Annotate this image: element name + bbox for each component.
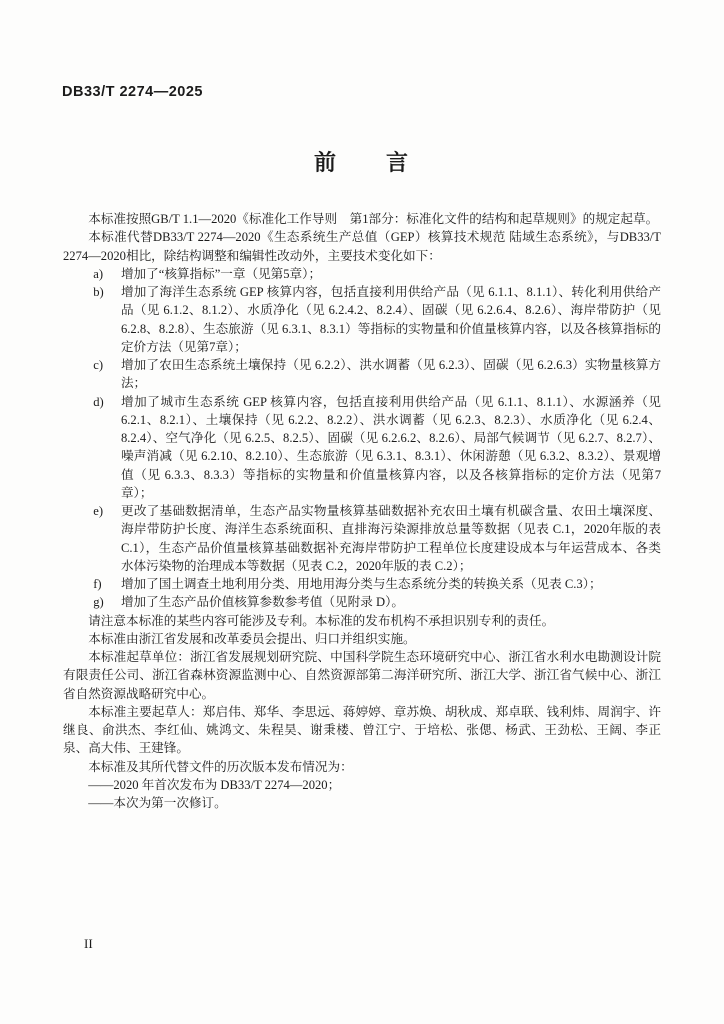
list-item-label: a) — [93, 266, 104, 281]
change-list-item — [63, 283, 661, 356]
change-list-item — [63, 593, 661, 611]
patent-notice-paragraph: 请注意本标准的某些内容可能涉及专利。本标准的发布机构不承担识别专利的责任。 — [88, 613, 555, 628]
list-item-text: 增加了“核算指标”一章（见第5章）； — [120, 266, 322, 281]
list-item-text: 增加了国土调查土地利用分类、用地用海分类与生态系统分类的转换关系（见表 C.3）； — [120, 577, 602, 591]
list-item-text: 增加了农田生态系统土壤保持（见 6.2.2）、洪水调蓄（见 6.2.3）、固碳（见 6.2.6.3）实物量核算方法； — [120, 358, 661, 391]
page-number: II — [84, 936, 93, 951]
list-item-label: g) — [93, 595, 104, 610]
change-list-item — [63, 575, 661, 593]
list-item-text: 增加了生态产品价值核算参数参考值（见附录 D）。 — [120, 595, 404, 610]
list-item-label: e) — [93, 504, 104, 518]
history-item: ——本次为第一次修订。 — [88, 796, 227, 810]
standard-number: DB33/T 2274—2025 — [62, 84, 203, 100]
list-item-label: b) — [93, 285, 104, 299]
issuing-body-paragraph: 本标准由浙江省发展和改革委员会提出、归口并组织实施。 — [88, 631, 416, 646]
history-item: ——2020 年首次发布为 DB33/T 2274—2020； — [88, 777, 341, 792]
intro-paragraph: 本标准代替DB33/T 2274—2020《生态系统生产总值（GEP）核算技术规范 陆域生态系统》，与DB33/T 2274—2020相比，除结构调整和编辑性改动外，主要技术变化如下： — [63, 230, 661, 263]
list-item-label: f) — [93, 577, 102, 591]
list-item-text: 增加了海洋生态系统 GEP 核算内容，包括直接利用供给产品（见 6.1.1、8.1.1）、转化利用供给产品（见 6.1.2、8.1.2）、水质净化（见 6.2.4.2、8.2.4）、固碳（见 6.2.6.4、8.2.6）、海岸带防护（见 6.2.8、8.2.8）、生态旅游（见 6.3.1、8.3.1）等指标的实物量和价值量核算内容，以及各核算指标的定价方法（见第7章）； — [120, 285, 661, 354]
page-title: 前 言 — [313, 150, 410, 175]
drafting-organizations-paragraph: 本标准起草单位：浙江省发展规划研究院、中国科学院生态环境研究中心、浙江省水利水电勘测设计院有限责任公司、浙江省森林资源监测中心、自然资源部第二海洋研究所、浙江大学、浙江省气候中心、浙江省自然资源战略研究中心。 — [63, 650, 661, 701]
change-list-item — [63, 393, 661, 503]
list-item-label: c) — [93, 358, 104, 372]
list-item-label: d) — [93, 394, 104, 409]
change-list-item — [63, 502, 661, 575]
change-list-item — [63, 356, 661, 393]
drafters-paragraph: 本标准主要起草人：郑启伟、郑华、李思远、蒋婷婷、章苏焕、胡秋成、郑卓联、钱利炜、周润宇、许继良、俞洪杰、李红仙、姚鸿文、朱程昊、谢秉楼、曾江宁、于培松、张偲、杨武、王劲松、王阔、李正泉、高大伟、王建锋。 — [63, 704, 661, 756]
list-item-text: 更改了基础数据清单，生态产品实物量核算基础数据补充农田土壤有机碳含量、农田土壤深度、海岸带防护长度、海洋生态系统面积、直排海污染源排放总量等数据（见表 C.1，2020年版的表 C.1），生态产品价值量核算基础数据补充海岸带防护工程单位长度建设成本与年运营成本、各类水体污染物的治理成本等数据（见表 C.2，2020年版的表 C.2）； — [120, 504, 661, 573]
intro-paragraph: 本标准按照GB/T 1.1—2020《标准化工作导则 第1部分：标准化文件的结构和起草规则》的规定起草。 — [88, 212, 659, 226]
change-list-item — [63, 265, 661, 283]
list-item-text: 增加了城市生态系统 GEP 核算内容，包括直接利用供给产品（见 6.1.1、8.1.1）、水源涵养（见 6.2.1、8.2.1）、土壤保持（见 6.2.2、8.2.2）、洪水调蓄（见 6.2.3、8.2.3）、水质净化（见 6.2.4、8.2.4）、空气净化（见 6.2.5、8.2.5）、固碳（见 6.2.6.2、8.2.6）、局部气候调节（见 6.2.7、8.2.7）、噪声消减（见 6.2.10、8.2.10）、生态旅游（见 6.3.1、8.3.1）、休闲游憩（见 6.3.2、8.3.2）、景观增值（见 6.3.3、8.3.3）等指标的实物量和价值量核算内容，以及各核算指标的定价方法（见第7章）； — [120, 394, 661, 500]
document-body — [63, 210, 661, 812]
change-list — [63, 265, 661, 612]
history-intro-paragraph: 本标准及其所代替文件的历次版本发布情况为： — [88, 759, 353, 774]
